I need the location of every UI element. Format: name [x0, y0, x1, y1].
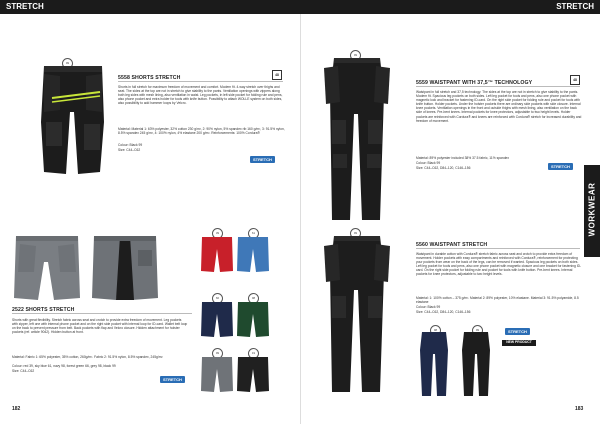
product-material-5560: Material: 1: 100% cotton – 375 g/m². Material 2: 89% polyester, 10% elastane. Material 3: 91.5% polyamide, 8.5 elastane [416, 296, 579, 305]
shorts-green-swatch [236, 300, 270, 338]
product-title-5558: 5558 SHORTS STRETCH [118, 75, 181, 81]
swatch-code-grey: 99 [212, 348, 223, 359]
swatch-code-navy: 98 [430, 325, 441, 336]
product-colour-5559: Colour: Black 99 [416, 161, 441, 165]
new-product-badge: NEW PRODUCT [502, 340, 536, 346]
workwear-label: WORKWEAR [587, 182, 597, 237]
page-number-right: 183 [575, 406, 584, 412]
title-rule [416, 86, 580, 87]
title-rule [416, 248, 580, 249]
page-divider [300, 14, 301, 424]
product-title-5559: 5559 WAISTPANT WITH 37,5™ TECHNOLOGY [416, 80, 533, 86]
shorts-skyblue-swatch [236, 235, 270, 273]
swatch-code-green: 98 [248, 293, 259, 304]
swatch-code-black: 99 [472, 325, 483, 336]
stretch-badge: STRETCH [548, 163, 573, 170]
pants-black-swatch [460, 330, 492, 398]
shorts-grey-swatch [200, 355, 234, 393]
header-left [0, 0, 300, 14]
stretch-badge: STRETCH [505, 328, 530, 335]
swatch-code-red: 39 [212, 228, 223, 239]
colour-code-circle: 99 [350, 228, 361, 239]
title-rule [12, 313, 192, 314]
product-description-5558: Shorts in full stretch for maximum freedom of movement and comfort. Modern fit. 4-way stretch over thighs and seat. The sides at the top are not in stretch to give stability to the pants. Ventilation openings with zippers along both leg sides with mesh lining, also ventilation in waist. Leg pockets, in left side pocket for folding rule and pens, also phone pocket and extra holder for tools with knife button. Possibility to attach WOLLE system on both sides, also possibility to add hammer loops by Velcro. [118, 85, 283, 106]
product-title-2522: 2522 SHORTS STRETCH [12, 307, 75, 313]
stretch-4way-icon: 48 [570, 75, 580, 85]
stretch-badge: STRETCH [250, 156, 275, 163]
shorts-black-swatch [236, 355, 270, 393]
header-left-label: STRETCH [6, 2, 44, 11]
product-size-2522: Size: C44–C62 [12, 369, 35, 373]
product-description-2522: Shorts with great flexibility. Stretch fabric across seat and crotch to provide extra freedom of movement. Leg pockets with zipper, left one with internal phone pocket and on the right side pocket with internal loop for ID-card. Wallet belt loop on the back to prevent pressure from belt. Back pockets with flap and Velcro closure. Hidden attachment for holster pockets (ref. article 9042). Hidden button at front. [12, 318, 188, 335]
product-material-5558: Material: Material 1: 63% polyester, 32% cotton 230 g/m², 2: 90% nylon, 5% spandex rib 160 g/m², 3: 91.5% nylon, 8.5% spandex 245 g/m², 4: 100% nylon, 4% elastane 200 g/m². Reinforcements: 100% Cordura® [118, 127, 285, 136]
pants-5560-image [322, 232, 392, 396]
colour-code-circle: 99 [350, 50, 361, 61]
stretch-4way-icon: 48 [272, 70, 282, 80]
shorts-navy-swatch [200, 300, 234, 338]
product-colour-2522: Colour: red 39, sky blue 61, navy 98, forest green 66, grey 98, black 99 [12, 364, 116, 368]
stretch-badge: STRETCH [160, 376, 185, 383]
pants-5559-image [322, 54, 392, 224]
header-right-label: STRETCH [556, 2, 594, 11]
product-title-5560: 5560 WAISTPANT STRETCH [416, 242, 488, 248]
colour-code-circle: 99 [62, 58, 73, 69]
header-right [300, 0, 600, 14]
product-material-2522: Material: Fabric 1: 65% polyester, 35% cotton, 260g/m². Fabric 2: 91.5% nylon, 8.5% spandex, 245g/m² [12, 355, 163, 359]
pants-navy-swatch [418, 330, 450, 398]
product-material-5559: Material: 89% polyester included 38% 37.5 fabric, 11% spandex [416, 156, 510, 160]
swatch-code-black: 19 [248, 348, 259, 359]
shorts-2522-grey-image [12, 232, 82, 304]
workwear-side-tab [584, 165, 600, 257]
product-colour-5560: Colour: Black 99 [416, 305, 441, 309]
shorts-5558-image [38, 62, 108, 178]
shorts-2522-black-image [90, 232, 160, 304]
product-size-5558: Size: C44–C62 [118, 148, 141, 152]
swatch-code-navy: 66 [212, 293, 223, 304]
page-number-left: 182 [12, 406, 21, 412]
product-size-5560: Size: C44–C62, D84–120, C146–156 [416, 310, 471, 314]
product-size-5559: Size: C44–C62, D84–120, C146–156 [416, 166, 471, 170]
title-rule [118, 81, 283, 82]
product-description-5559: Waistpant in full stretch and 37,5 technology. The sides at the top are not in stretch to give stability to the pants. Modern fit. Spacious leg pockets on both sides. Left leg pocket for tools and pens, also one phone pocket with magnetic lock and bracket for fastening ID-card. On the right side pocket for folding rule and pocket for tools with knife button. Holder pockets. Under the holster pockets there are ordinary side pockets with side closure. Internal knee pockets. Ventilation openings in the front and outside thighs with mesh lining, also ventilation on the back side of knees. Pre-bent knees. Internal pockets for knee protectors, adjustable to two height levels. Holder pockets are reinforced with Cordura® and knees are reinforced with Cordura® stretch for increased durability and freedom of movement. [416, 90, 582, 123]
product-colour-5558: Colour: Black 99 [118, 143, 143, 147]
product-description-5560: Waistpant in durable cotton with Cordura® stretch fabric across seat and crotch to provide extra freedom of movement. Holder pockets with easy compartments and reinforced with Cordura®, reinforcement for protecting your pockets from wear on the back of the legs, can be removed if wanted. Spacious leg pockets on both sides. Left leg pocket for tools and pens, also one phone pocket with magnetic closure and one bracket for fastening ID-card. On the right side pocket for folding rule and pocket for tools with knife button. Pre-bent knees. Internal pockets for knee protectors, adjustable to two height levels. [416, 252, 582, 277]
shorts-red-swatch [200, 235, 234, 273]
swatch-code-skyblue: 61 [248, 228, 259, 239]
